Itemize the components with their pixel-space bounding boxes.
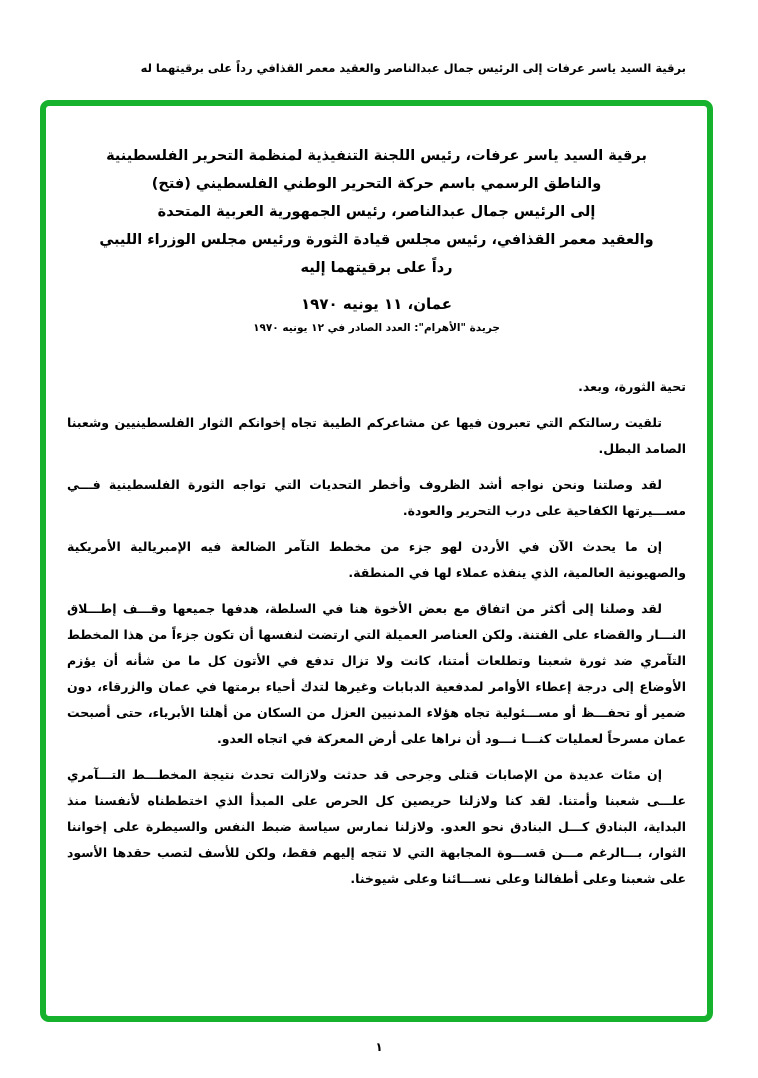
document-caption: برقية السيد ياسر عرفات إلى الرئيس جمال عبدالناصر والعقيد معمر القذافي رداً على برقيتهما له: [140, 61, 686, 75]
letter-paragraph-4: لقد وصلنا إلى أكثر من اتفاق مع بعض الأخوة هنا في السلطة، هدفها جميعها وقـــف إطـــلاق النـــار والقضاء على الفتنة. ولكن العناصر العميلة التي ارتضت لنفسها أن تكون جزءاً من هذا المخطط التآمري ضد ثورة شعبنا وتطلعات أمتنا، كانت ولا تزال تدفع في الأتون كل ما من شأنه أن يؤزم الأوضاع إلى درجة إعطاء الأوامر لمدفعية الدبابات وغيرها لتدك أحياء برمتها في عمان والزرقاء، دون ضمير أو تحفـــظ أو مســـئولية تجاه هؤلاء المدنيين العزل من السكان من أهلنا الأبرياء، حتى أصبحت عمان مسرحاً لعمليات كنـــا نـــود أن نراها على أرض المعركة في اتجاه العدو.: [67, 601, 686, 746]
letter-title-line-2: والناطق الرسمي باسم حركة التحرير الوطني الفلسطيني (فتح): [151, 176, 602, 192]
letter-paragraph-5: إن مئات عديدة من الإصابات قتلى وجرحى قد حدثت ولازالت تحدث نتيجة المخطـــط التـــآمري علـــى شعبنا وأمتنا. لقد كنا ولازلنا حريصين كل الحرص على المبدأ الذي اختططناه لأنفسنا منذ البداية، البنادق كـــل البنادق نحو العدو. ولازلنا نمارس سياسة ضبط النفس والسيطرة على إخواننا الثوار، بـــالرغم مـــن قســـوة المجابهة التي لا تتجه إليهم فقط، ولكن للأسف لتصب حقدها الأسود على شعبنا وعلى أطفالنا وعلى نســـائنا وعلى شيوخنا.: [67, 767, 686, 886]
letter-title-line-4: والعقيد معمر القذافي، رئيس مجلس قيادة الثورة ورئيس مجلس الوزراء الليبي: [99, 232, 654, 248]
letter-title-line-5: رداً على برقيتهما إليه: [300, 260, 453, 276]
letter-title-line-3: إلى الرئيس جمال عبدالناصر، رئيس الجمهورية العربية المتحدة: [157, 204, 596, 220]
letter-salutation: تحية الثورة، وبعد.: [578, 379, 686, 394]
letter-title-line-1: برقية السيد ياسر عرفات، رئيس اللجنة التنفيذية لمنظمة التحرير الفلسطينية: [106, 148, 647, 164]
letter-paragraph-3: إن ما يحدث الآن في الأردن لهو جزء من مخطط التآمر الضالعة فيه الإمبريالية الأمريكية والصهيونية العالمية، الذي ينفذه عملاء لها في المنطقة.: [67, 539, 686, 580]
letter-date: عمان، ١١ يونيه ١٩٧٠: [301, 295, 452, 313]
letter-title-block: [67, 142, 686, 282]
letter-source-note: جريدة "الأهرام": العدد الصادر في ١٢ يونيه ١٩٧٠: [253, 322, 500, 334]
letter-body: [67, 374, 686, 892]
letter-paragraph-2: لقد وصلتنا ونحن نواجه أشد الظروف وأخطر التحديات التي تواجه الثورة الفلسطينية فـــي مســـيرتها الكفاحية على درب التحرير والعودة.: [67, 477, 686, 518]
letter-content: [46, 106, 707, 892]
document-frame: [40, 100, 713, 1022]
page-number: ١: [375, 1040, 383, 1054]
letter-paragraph-1: تلقيت رسالتكم التي تعبرون فيها عن مشاعركم الطيبة تجاه إخوانكم الثوار الفلسطينيين وشعبنا الصامد البطل.: [67, 415, 686, 456]
